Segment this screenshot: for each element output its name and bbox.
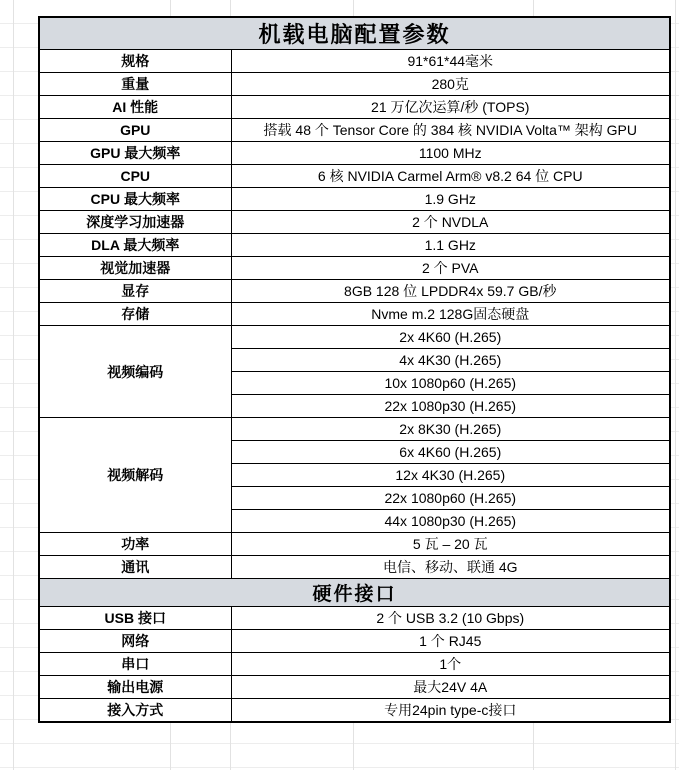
spec-label-cell: 规格 — [39, 50, 231, 73]
table-section-row — [39, 579, 670, 607]
spec-label-cell: 视频解码 — [39, 418, 231, 533]
table-row — [39, 653, 670, 676]
spec-value-cell: 22x 1080p60 (H.265) — [231, 487, 670, 510]
table-row — [39, 73, 670, 96]
table-row — [39, 257, 670, 280]
spec-label-cell: 存储 — [39, 303, 231, 326]
spec-value-cell: 搭载 48 个 Tensor Core 的 384 核 NVIDIA Volta™ 架构 GPU — [231, 119, 670, 142]
spec-label-cell: 通讯 — [39, 556, 231, 579]
page-title: 机载电脑配置参数 — [39, 17, 670, 50]
table-row — [39, 188, 670, 211]
table-row — [39, 676, 670, 699]
spec-label-cell: CPU 最大频率 — [39, 188, 231, 211]
spec-value-cell: 2x 8K30 (H.265) — [231, 418, 670, 441]
spec-label-cell: 功率 — [39, 533, 231, 556]
spec-value-cell: 专用24pin type-c接口 — [231, 699, 670, 723]
spec-label-cell: 视觉加速器 — [39, 257, 231, 280]
table-row — [39, 326, 670, 349]
spec-label-cell: 输出电源 — [39, 676, 231, 699]
spec-value-cell: 1.9 GHz — [231, 188, 670, 211]
table-row — [39, 234, 670, 257]
table-row — [39, 418, 670, 441]
spec-label-cell: 深度学习加速器 — [39, 211, 231, 234]
spec-value-cell: 1.1 GHz — [231, 234, 670, 257]
table-row — [39, 607, 670, 630]
table-row — [39, 119, 670, 142]
spec-label-cell: GPU — [39, 119, 231, 142]
table-row — [39, 533, 670, 556]
spec-value-cell: 2 个 NVDLA — [231, 211, 670, 234]
spec-value-cell: 2x 4K60 (H.265) — [231, 326, 670, 349]
spec-label-cell: 重量 — [39, 73, 231, 96]
spec-label-cell: 视频编码 — [39, 326, 231, 418]
table-row — [39, 556, 670, 579]
spec-value-cell: 电信、移动、联通 4G — [231, 556, 670, 579]
table-row — [39, 699, 670, 723]
spec-value-cell: 4x 4K30 (H.265) — [231, 349, 670, 372]
spec-value-cell: 22x 1080p30 (H.265) — [231, 395, 670, 418]
spec-label-cell: CPU — [39, 165, 231, 188]
spec-value-cell: 6 核 NVIDIA Carmel Arm® v8.2 64 位 CPU — [231, 165, 670, 188]
spec-value-cell: 8GB 128 位 LPDDR4x 59.7 GB/秒 — [231, 280, 670, 303]
spec-label-cell: 串口 — [39, 653, 231, 676]
spreadsheet-gridline — [675, 0, 676, 770]
spec-label-cell: DLA 最大频率 — [39, 234, 231, 257]
spec-value-cell: 5 瓦 – 20 瓦 — [231, 533, 670, 556]
table-title-row — [39, 17, 670, 50]
spec-label-cell: AI 性能 — [39, 96, 231, 119]
spec-value-cell: Nvme m.2 128G固态硬盘 — [231, 303, 670, 326]
spec-value-cell: 1 个 RJ45 — [231, 630, 670, 653]
spec-label-cell: USB 接口 — [39, 607, 231, 630]
spec-value-cell: 6x 4K60 (H.265) — [231, 441, 670, 464]
table-row — [39, 630, 670, 653]
spec-table — [38, 16, 671, 723]
table-row — [39, 50, 670, 73]
table-row — [39, 303, 670, 326]
spec-value-cell: 2 个 USB 3.2 (10 Gbps) — [231, 607, 670, 630]
spec-label-cell: GPU 最大频率 — [39, 142, 231, 165]
table-row — [39, 211, 670, 234]
spec-value-cell: 10x 1080p60 (H.265) — [231, 372, 670, 395]
spec-value-cell: 最大24V 4A — [231, 676, 670, 699]
spec-label-cell: 网络 — [39, 630, 231, 653]
spec-value-cell: 280克 — [231, 73, 670, 96]
spec-value-cell: 1个 — [231, 653, 670, 676]
spec-value-cell: 1100 MHz — [231, 142, 670, 165]
spec-value-cell: 21 万亿次运算/秒 (TOPS) — [231, 96, 670, 119]
spec-label-cell: 接入方式 — [39, 699, 231, 723]
table-row — [39, 280, 670, 303]
section-title: 硬件接口 — [39, 579, 670, 607]
table-row — [39, 142, 670, 165]
spec-label-cell: 显存 — [39, 280, 231, 303]
table-row — [39, 96, 670, 119]
table-row — [39, 165, 670, 188]
spec-value-cell: 2 个 PVA — [231, 257, 670, 280]
spec-value-cell: 91*61*44毫米 — [231, 50, 670, 73]
spec-value-cell: 44x 1080p30 (H.265) — [231, 510, 670, 533]
spreadsheet-gridline — [13, 0, 14, 770]
spec-value-cell: 12x 4K30 (H.265) — [231, 464, 670, 487]
